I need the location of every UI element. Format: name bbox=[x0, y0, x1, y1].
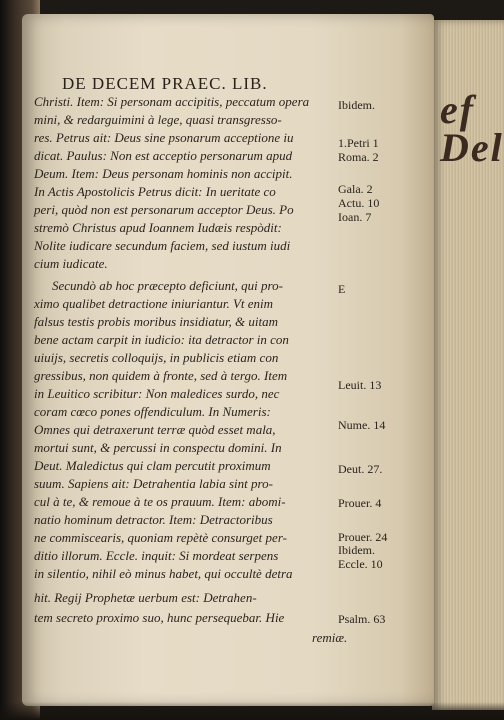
margin-note: Ibidem. bbox=[338, 543, 375, 557]
text-line: res. Petrus ait: Deus sine psonarum acceptione iu bbox=[34, 130, 294, 145]
text-line: stremò Christus apud Ioannem Iudæis respòdit: bbox=[34, 220, 282, 235]
text-line: gressibus, non quidem à fronte, sed à tergo. Item bbox=[34, 368, 288, 383]
text-line: peri, quòd non est personarum acceptor Deus. Po bbox=[34, 202, 294, 217]
text-line: Nolite iudicare secundum faciem, sed iustum iudi bbox=[34, 238, 291, 253]
margin-note: Prouer. 24 bbox=[338, 530, 388, 544]
bottom-shadow bbox=[0, 702, 504, 720]
text-line: hit. Regij Prophetæ uerbum est: Detrahen- bbox=[34, 590, 257, 605]
margin-note: Gala. 2 bbox=[338, 182, 373, 196]
text-line: Omnes qui detraxerunt terræ quòd esset mala, bbox=[34, 422, 276, 437]
margin-note: Actu. 10 bbox=[338, 196, 380, 210]
text-line: remiæ. bbox=[312, 630, 348, 645]
text-line: mini, & redarguimini à lege, quasi transgresso- bbox=[34, 112, 282, 127]
margin-note: Psalm. 63 bbox=[338, 612, 386, 626]
text-line: ximo qualibet detractione iniuriantur. Vt enim bbox=[34, 296, 274, 311]
text-line: dicat. Paulus: Non est acceptio personarum apud bbox=[34, 148, 293, 163]
text-line: natio hominum detractor. Item: Detractoribus bbox=[34, 512, 273, 527]
margin-note: Roma. 2 bbox=[338, 150, 379, 164]
margin-note: Ioan. 7 bbox=[338, 210, 372, 224]
margin-note: E bbox=[338, 282, 346, 296]
edge-text-top: ef bbox=[440, 87, 476, 132]
text-line: in silentio, nihil eò minus habet, qui occultè detra bbox=[34, 566, 293, 581]
text-line: ne commiscearis, quoniam repètè consurget per- bbox=[34, 530, 287, 545]
margin-note: Prouer. 4 bbox=[338, 496, 382, 510]
margin-note: 1.Petri 1 bbox=[338, 136, 379, 150]
margin-note: Nume. 14 bbox=[338, 418, 386, 432]
text-line: cul à te, & remoue à te os prauum. Item: abomi- bbox=[34, 494, 286, 509]
running-header: DE DECEM PRAEC. LIB. bbox=[62, 74, 268, 93]
text-line: Secundò ab hoc præcepto deficiunt, qui pro- bbox=[52, 278, 283, 293]
text-line: falsus testis probis moribus insidiatur, & uitam bbox=[34, 314, 279, 329]
edge-text-bottom: Del bbox=[440, 125, 504, 170]
margin-note: Ibidem. bbox=[338, 98, 375, 112]
margin-note: Deut. 27. bbox=[338, 462, 383, 476]
margin-note: Leuit. 13 bbox=[338, 378, 382, 392]
text-line: coram cœco pones offendiculum. In Numeris: bbox=[34, 404, 271, 419]
text-line: in Leuitico scribitur: Non maledices surdo, nec bbox=[34, 386, 280, 401]
text-line: tem secreto proximo suo, hunc persequebar. Hie bbox=[34, 610, 285, 625]
text-line: Christi. Item: Si personam accipitis, peccatum opera bbox=[34, 94, 310, 109]
text-line: uiuijs, secretis colloquijs, in publicis etiam con bbox=[34, 350, 279, 365]
text-line: Deum. Item: Deus personam hominis non accipit. bbox=[34, 166, 293, 181]
margin-note: Eccle. 10 bbox=[338, 557, 383, 571]
text-line: ditio illorum. Eccle. inquit: Si mordeat serpens bbox=[34, 548, 279, 563]
text-line: bene actam carpit in iudicio: ita detractor in con bbox=[34, 332, 289, 347]
text-line: mortui sunt, & percussi in conspectu domini. In bbox=[34, 440, 282, 455]
text-line: In Actis Apostolicis Petrus dicit: In ueritate co bbox=[34, 184, 276, 199]
text-line: suum. Sapiens ait: Detrahentia labia sint pro- bbox=[34, 476, 273, 491]
text-line: Deut. Maledictus qui clam percutit proximum bbox=[34, 458, 271, 473]
text-line: cium iudicate. bbox=[34, 256, 108, 271]
